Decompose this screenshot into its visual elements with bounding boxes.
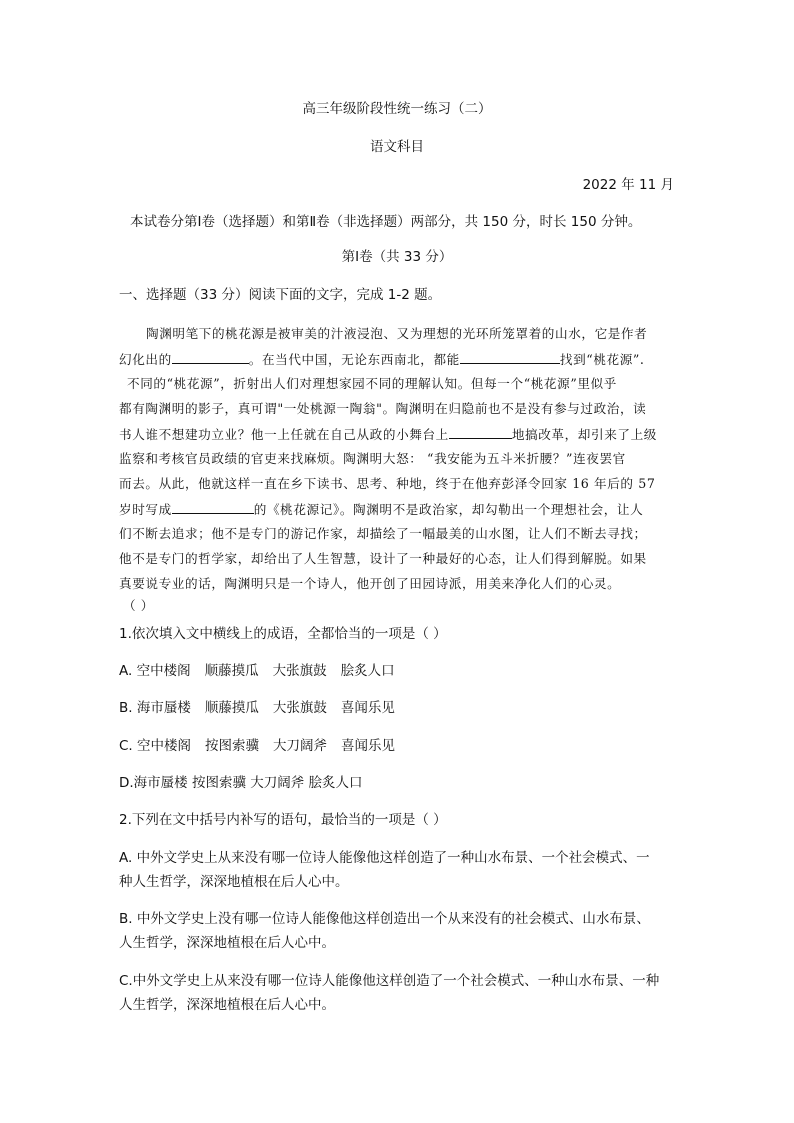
answer-bracket: （ ） [123, 598, 154, 613]
fill-blank [449, 425, 512, 439]
option-text: B. 海市蜃楼 [119, 700, 191, 716]
question-1-option-d: D.海市蜃楼 按图索骥 大刀阔斧 脍炙人口 [119, 775, 363, 791]
section-heading: 一、选择题（33 分）阅读下面的文字，完成 1-2 题。 [119, 287, 442, 303]
exam-instructions: 本试卷分第Ⅰ卷（选择题）和第Ⅱ卷（非选择题）两部分，共 150 分，时长 150 分钟。 [130, 214, 642, 230]
question-2-option-c-cont: 人生哲学，深深地植根在后人心中。 [119, 997, 335, 1013]
question-2-option-c: C.中外文学史上从来没有哪一位诗人能像他这样创造了一个社会模式、一种山水布景、一种 [119, 973, 660, 989]
fill-blank [172, 350, 249, 364]
passage-line: 真要说专业的话，陶渊明只是一个诗人，他开创了田园诗派，用美来净化人们的心灵。 [119, 576, 621, 591]
option-text: C. 空中楼阁 [119, 738, 192, 754]
fill-blank [172, 500, 254, 514]
option-text: 喜闻乐见 [341, 738, 396, 754]
option-text: 大刀阔斧 [273, 738, 328, 754]
passage-text: 的《桃花源记》。陶渊明不是政治家，却勾勒出一个理想社会，让人 [253, 502, 644, 517]
part-title: 第Ⅰ卷（共 33 分） [341, 249, 453, 265]
option-text: 大张旗鼓 [272, 700, 327, 716]
passage-text: 找到“桃花源”. [559, 352, 645, 367]
passage-line: 他不是专门的哲学家，却给出了人生智慧，设计了一种最好的心态，让人们得到解脱。如果 [119, 551, 647, 566]
passage-line: 监察和考核官员政绩的官吏来找麻烦。陶渊明大怒： “我安能为五斗米折腰？”连夜罢官 [119, 451, 626, 466]
question-2-option-a: A. 中外文学史上从来没有哪一位诗人能像他这样创造了一种山水布景、一个社会模式、一 [119, 850, 650, 866]
option-text: 喜闻乐见 [340, 700, 395, 716]
option-text: 按图索骥 [205, 738, 260, 754]
passage-text: 。在当代中国，无论东西南北，都能 [248, 352, 460, 367]
question-1-option-b [119, 699, 395, 717]
passage-line [119, 425, 657, 444]
passage-line: 们不断去追求；他不是专门的游记作家，却描绘了一幅最美的山水图，让人们不断去寻找； [119, 526, 647, 541]
passage-line: 陶渊明笔下的桃花源是被审美的汁液浸泡、又为理想的光环所笼罩着的山水，它是作者 [146, 326, 648, 341]
question-2-option-b: B. 中外文学史上没有哪一位诗人能像他这样创造出一个从来没有的社会模式、山水布景、 [119, 911, 650, 927]
option-text: 脍炙人口 [340, 663, 395, 679]
option-text: A. 空中楼阁 [119, 663, 191, 679]
passage-text: 幻化出的 [119, 352, 172, 367]
passage-text: 岁时写成 [119, 502, 172, 517]
question-2-stem: 2.下列在文中括号内补写的语句，最恰当的一项是（ ） [119, 812, 447, 828]
passage-line: 不同的“桃花源”，折射出人们对理想家园不同的理解认知。但每一个“桃花源”里似乎 [127, 376, 617, 391]
exam-title: 高三年级阶段性统一练习（二） [302, 101, 492, 117]
question-2-option-b-cont: 人生哲学，深深地植根在后人心中。 [119, 935, 335, 951]
option-text: 大张旗鼓 [272, 663, 327, 679]
exam-date: 2022 年 11 月 [582, 177, 674, 193]
passage-line: 而去。从此，他就这样一直在乡下读书、思考、种地，终于在他弃彭泽令回家 16 年后的 57 [119, 476, 656, 491]
passage-text: 书人谁不想建功立业？他一上任就在自己从政的小舞台上 [119, 427, 449, 442]
question-1-stem: 1.依次填入文中横线上的成语，全都恰当的一项是（ ） [119, 626, 447, 642]
option-text: 顺藤摸瓜 [204, 700, 259, 716]
question-1-option-a [119, 662, 395, 680]
passage-line: 都有陶渊明的影子，真可谓"一处桃源一陶翁"。陶渊明在归隐前也不是没有参与过政治，读 [119, 401, 647, 416]
question-2-option-a-cont: 种人生哲学，深深地植根在后人心中。 [119, 874, 349, 890]
subject-title: 语文科目 [370, 139, 424, 155]
passage-line [119, 500, 643, 519]
option-text: 顺藤摸瓜 [204, 663, 259, 679]
fill-blank [460, 350, 560, 364]
passage-line [119, 350, 645, 369]
passage-text: 地搞改革，却引来了上级 [511, 427, 657, 442]
question-1-option-c [119, 737, 395, 755]
